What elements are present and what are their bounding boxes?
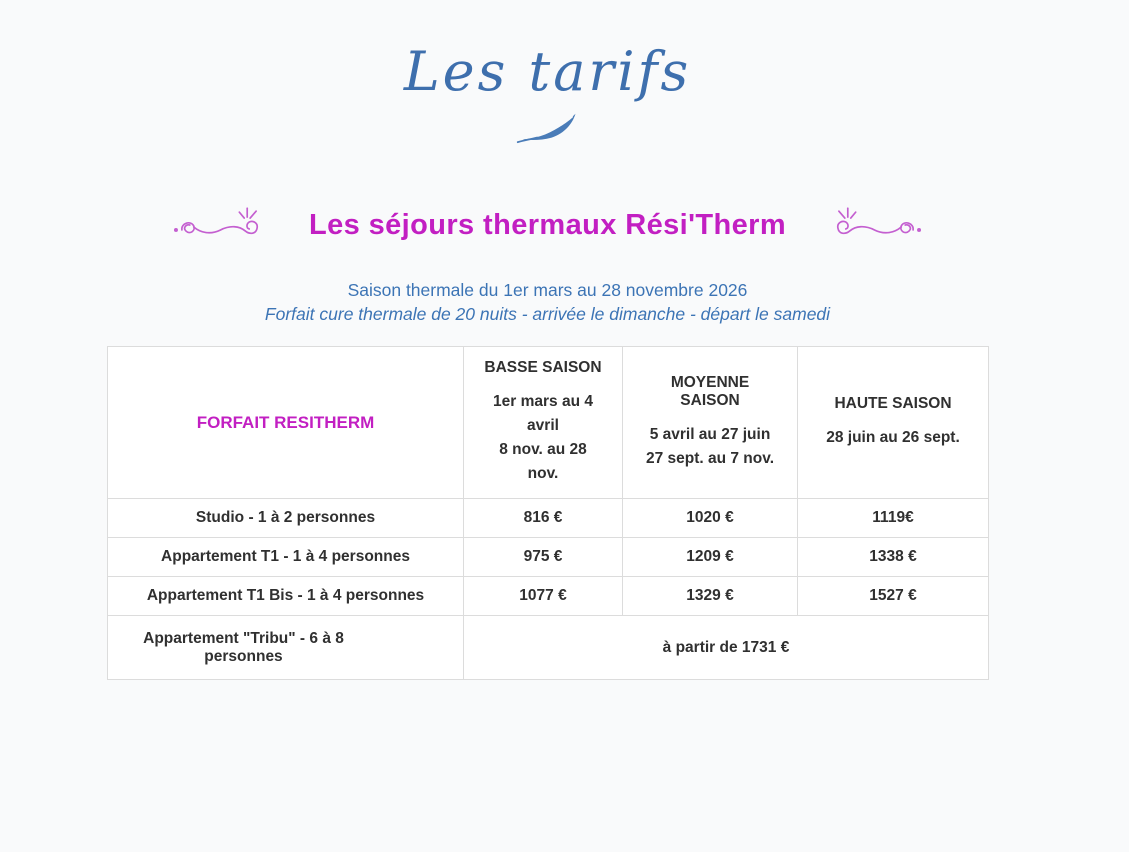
page-content [107,42,988,680]
flourish-right-icon [828,205,923,245]
season-title: BASSE SAISON [484,359,602,377]
feather-icon [107,109,988,149]
price-cell-basse: 816 € [464,499,623,538]
page-title: Les tarifs [403,40,692,103]
col-header-basse-saison [464,347,623,499]
forfait-subtitle: Forfait cure thermale de 20 nuits - arrivée le dimanche - départ le samedi [264,304,831,325]
row-label: Appartement "Tribu" - 6 à 8 personnes [108,616,464,680]
season-title: HAUTE SAISON [834,395,952,413]
pricing-table [107,346,989,680]
section-heading: Les séjours thermaux Rési'Therm [308,208,787,241]
price-cell-basse: 1077 € [464,577,623,616]
price-cell-basse: 975 € [464,538,623,577]
season-dates: 5 avril au 27 juin 27 sept. au 7 nov. [645,426,775,468]
season-dates: 1er mars au 4 avril 8 nov. au 28 nov. [493,393,593,483]
flourish-left-icon [172,205,267,245]
table-row-studio [108,499,989,538]
price-cell-haute: 1338 € [798,538,989,577]
col-header-moyenne-saison [623,347,798,499]
price-cell-haute: 1527 € [798,577,989,616]
row-label: Appartement T1 - 1 à 4 personnes [108,538,464,577]
table-row-tribu [108,616,989,680]
season-subtitle: Saison thermale du 1er mars au 28 novembre 2026 [347,280,748,301]
col-header-haute-saison [798,347,989,499]
price-cell-haute: 1119€ [798,499,989,538]
row-label: Studio - 1 à 2 personnes [108,499,464,538]
season-dates: 28 juin au 26 sept. [826,429,960,447]
price-cell-moyenne: 1020 € [623,499,798,538]
price-cell-moyenne: 1329 € [623,577,798,616]
table-row-t1 [108,538,989,577]
table-row-t1-bis [108,577,989,616]
price-cell-moyenne: 1209 € [623,538,798,577]
col-header-forfait: FORFAIT RESITHERM [108,347,464,499]
price-cell-merged: à partir de 1731 € [464,616,989,680]
season-title: MOYENNE SAISON [670,374,750,410]
table-header-row [108,347,989,499]
section-heading-row [107,205,988,245]
row-label: Appartement T1 Bis - 1 à 4 personnes [108,577,464,616]
